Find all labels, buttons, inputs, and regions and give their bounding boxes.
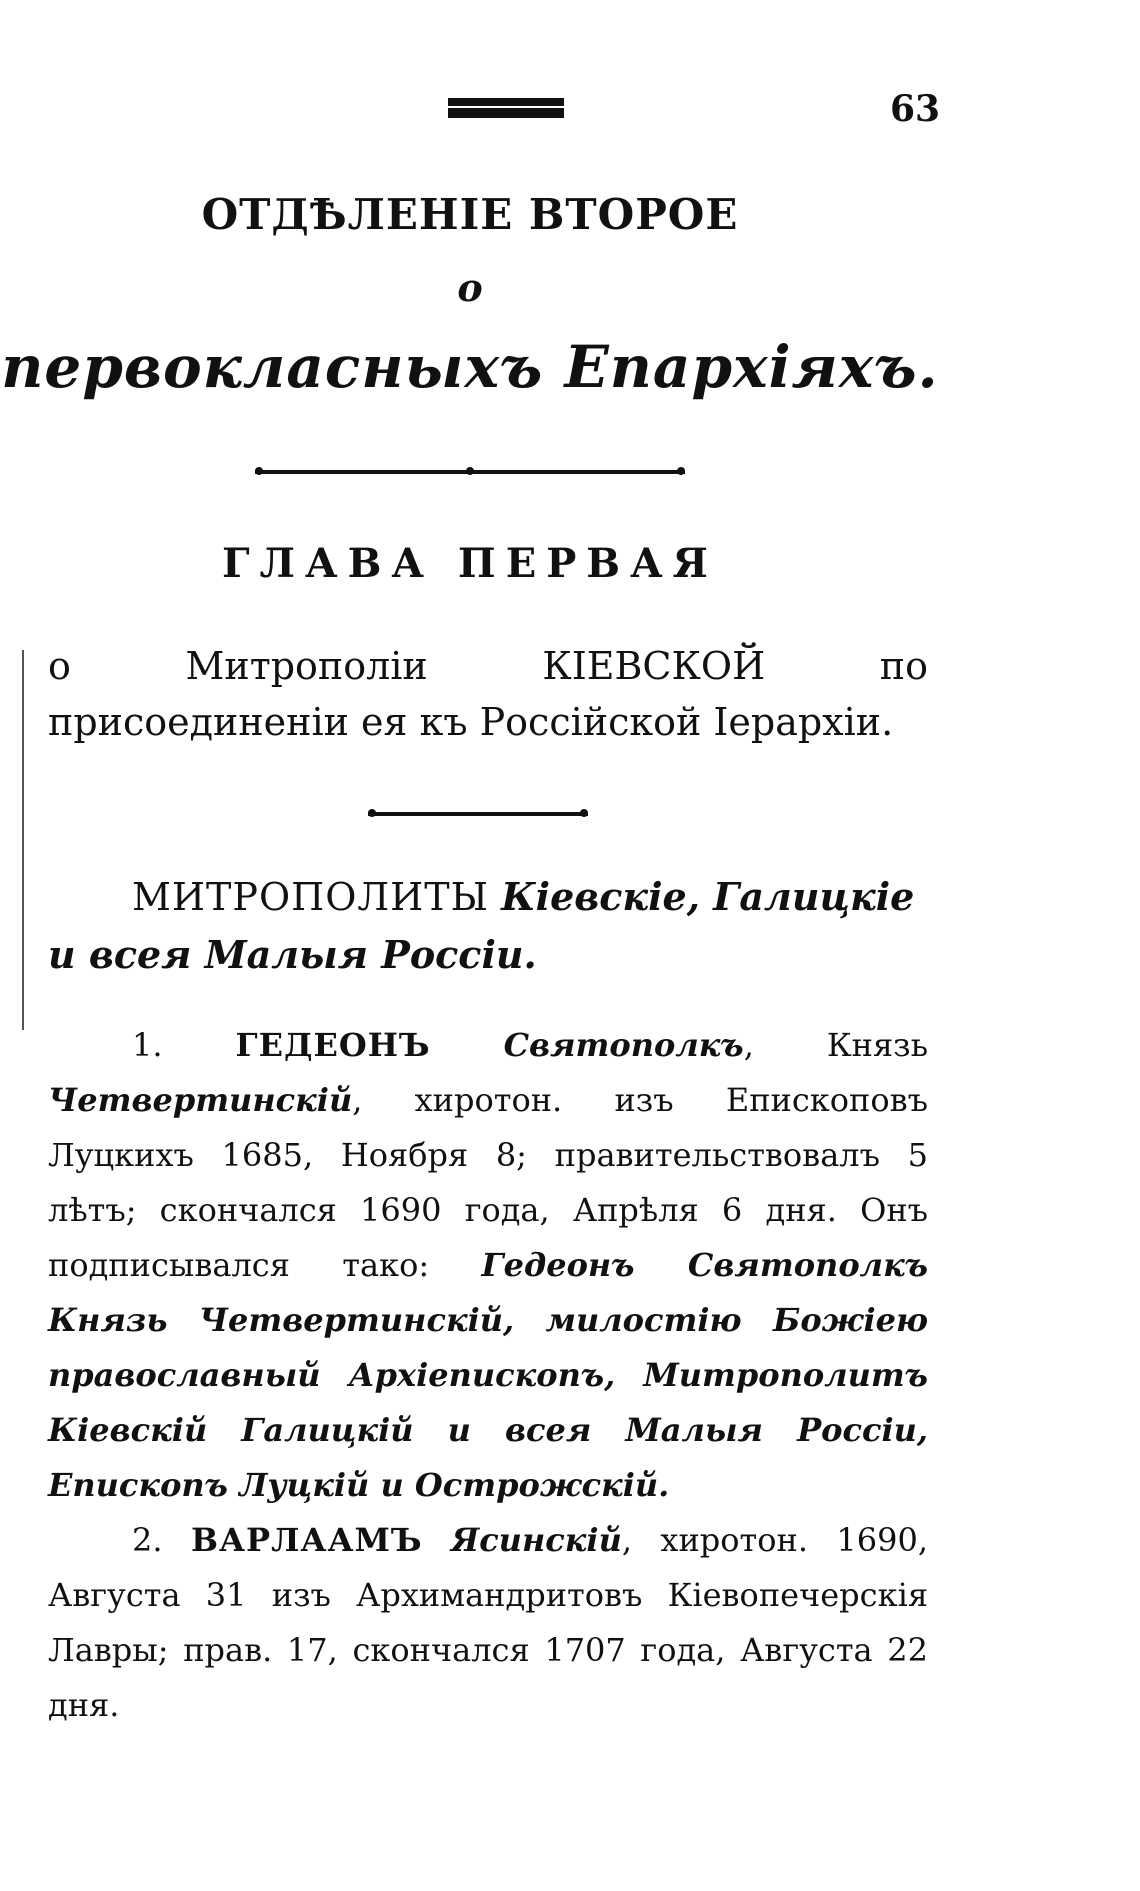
- entry-surname: Ясинскій: [450, 1521, 622, 1559]
- entry-name: ГЕДЕОНЪ: [235, 1026, 431, 1064]
- entry-text: , Князь: [743, 1026, 929, 1064]
- metropolitans-heading-caps: МИТРОПОЛИТЫ: [132, 875, 489, 919]
- ornamental-divider: [255, 470, 685, 474]
- section-subtitle: первокласныхъ Епархіяхъ.: [1, 333, 939, 401]
- header-ornament: [448, 98, 564, 118]
- entry-number: 2.: [132, 1521, 163, 1559]
- entry-text: , хиротон. 1690, Августа 31 изъ Архимандритовъ Кіевопечерскія Лавры; прав. 17, скончался 1707 года, Августа 22 дня.: [48, 1521, 929, 1724]
- list-item: [48, 1018, 928, 1513]
- chapter-description: о Митрополіи КІЕВСКОЙ по присоединеніи ея къ Россійской Іерархіи.: [48, 644, 928, 744]
- entry-surname: Святополкъ: [503, 1026, 744, 1064]
- page-edge-line: [22, 650, 24, 1030]
- list-item: [48, 1513, 928, 1733]
- ornamental-divider: [368, 812, 588, 816]
- entry-surname: Четвертинскій: [48, 1081, 353, 1119]
- metropolitans-heading-italic: Кіевскіе, Галицкіе и всея Малыя Россіи.: [48, 874, 915, 977]
- metropolitans-heading: [48, 868, 928, 984]
- section-title: ОТДѢЛЕНІЕ ВТОРОЕ: [201, 190, 739, 239]
- section-connector: о: [457, 265, 483, 310]
- entry-text: , хиротон. изъ Епископовъ Луцкихъ 1685, Ноября 8; правительствовалъ 5 лѣтъ; скончался 1690 года, Апрѣля 6 дня. Онъ подписывался тако:: [48, 1081, 928, 1284]
- page-number: 63: [890, 88, 941, 130]
- metropolitans-list: [48, 1018, 928, 1733]
- entry-name: ВАРЛААМЪ: [190, 1521, 423, 1559]
- entry-number: 1.: [132, 1026, 163, 1064]
- chapter-title: ГЛАВА ПЕРВАЯ: [222, 540, 718, 587]
- entry-signature: Гедеонъ Святополкъ Князь Четвертинскій, милостію Божіею православный Архіепископъ, Митрополитъ Кіевскій Галицкій и всея Малыя Россіи, Епископъ Луцкій и Острожскій.: [48, 1246, 928, 1504]
